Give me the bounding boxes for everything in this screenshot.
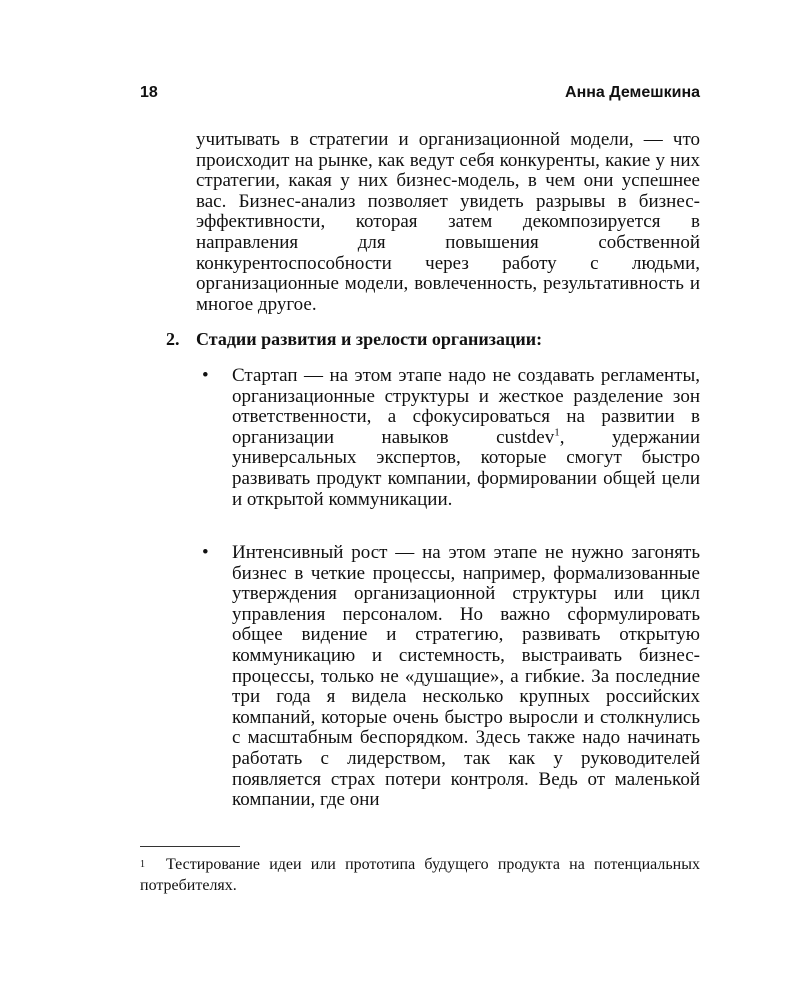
bullet-text-continued: , удержании универсальных экспертов, которые смогут быстро развивать продукт компании, формировании общей цели и открытой коммуникации.	[232, 426, 701, 510]
bullet-item-startup	[202, 365, 701, 510]
footnote-text: Тестирование идеи или прототипа будущего продукта на потенциальных потребителях.	[140, 856, 700, 894]
paragraph-continuation: учитывать в стратегии и организационной модели, — что происходит на рынке, как ведут себя конкуренты, какие у них стратегии, какая у них бизнес-модель, в чем они успешнее вас. Бизнес-анализ позволяет увидеть разрывы в бизнес-эффективности, которая затем декомпозируется в направления для повышения собственной конкурентоспособности через работу с людьми, организационные модели, вовлеченность, результативность и многое другое.	[196, 129, 700, 315]
footnote	[140, 854, 700, 896]
section-title: Стадии развития и зрелости организации:	[196, 329, 543, 349]
page-number: 18	[140, 84, 158, 101]
section-number: 2.	[166, 329, 180, 349]
footnote-number: 1	[140, 859, 145, 870]
bullet-text: Стартап — на этом этапе надо не создавать регламенты, организационные структуры и жесткое разделение зон ответственности, а сфокусироваться на развитии в организации навыков custdev	[232, 365, 700, 448]
running-header-author: Анна Демешкина	[565, 84, 700, 101]
bullet-marker: •	[202, 365, 209, 386]
footnote-reference: 1	[554, 426, 560, 439]
bullet-item-growth	[202, 542, 700, 811]
bullet-text: Интенсивный рост — на этом этапе не нужно загонять бизнес в четкие процессы, например, формализованные утверждения организационной структуры или цикл управления персоналом. Но важно сформулировать общее видение и стратегию, развивать открытую коммуникацию и системность, выстраивать бизнес-процессы, только не «душащие», а гибкие. За последние три года я видела несколько крупных российских компаний, которые очень быстро выросли и столкнулись с масштабным беспорядком. Здесь также надо начинать работать с лидерством, так как у руководителей появляется страх потери контроля. Ведь от маленькой компании, где они	[232, 542, 700, 811]
section-heading	[166, 329, 706, 350]
footnote-divider	[140, 846, 240, 847]
bullet-marker: •	[202, 542, 209, 563]
running-header	[140, 84, 700, 108]
